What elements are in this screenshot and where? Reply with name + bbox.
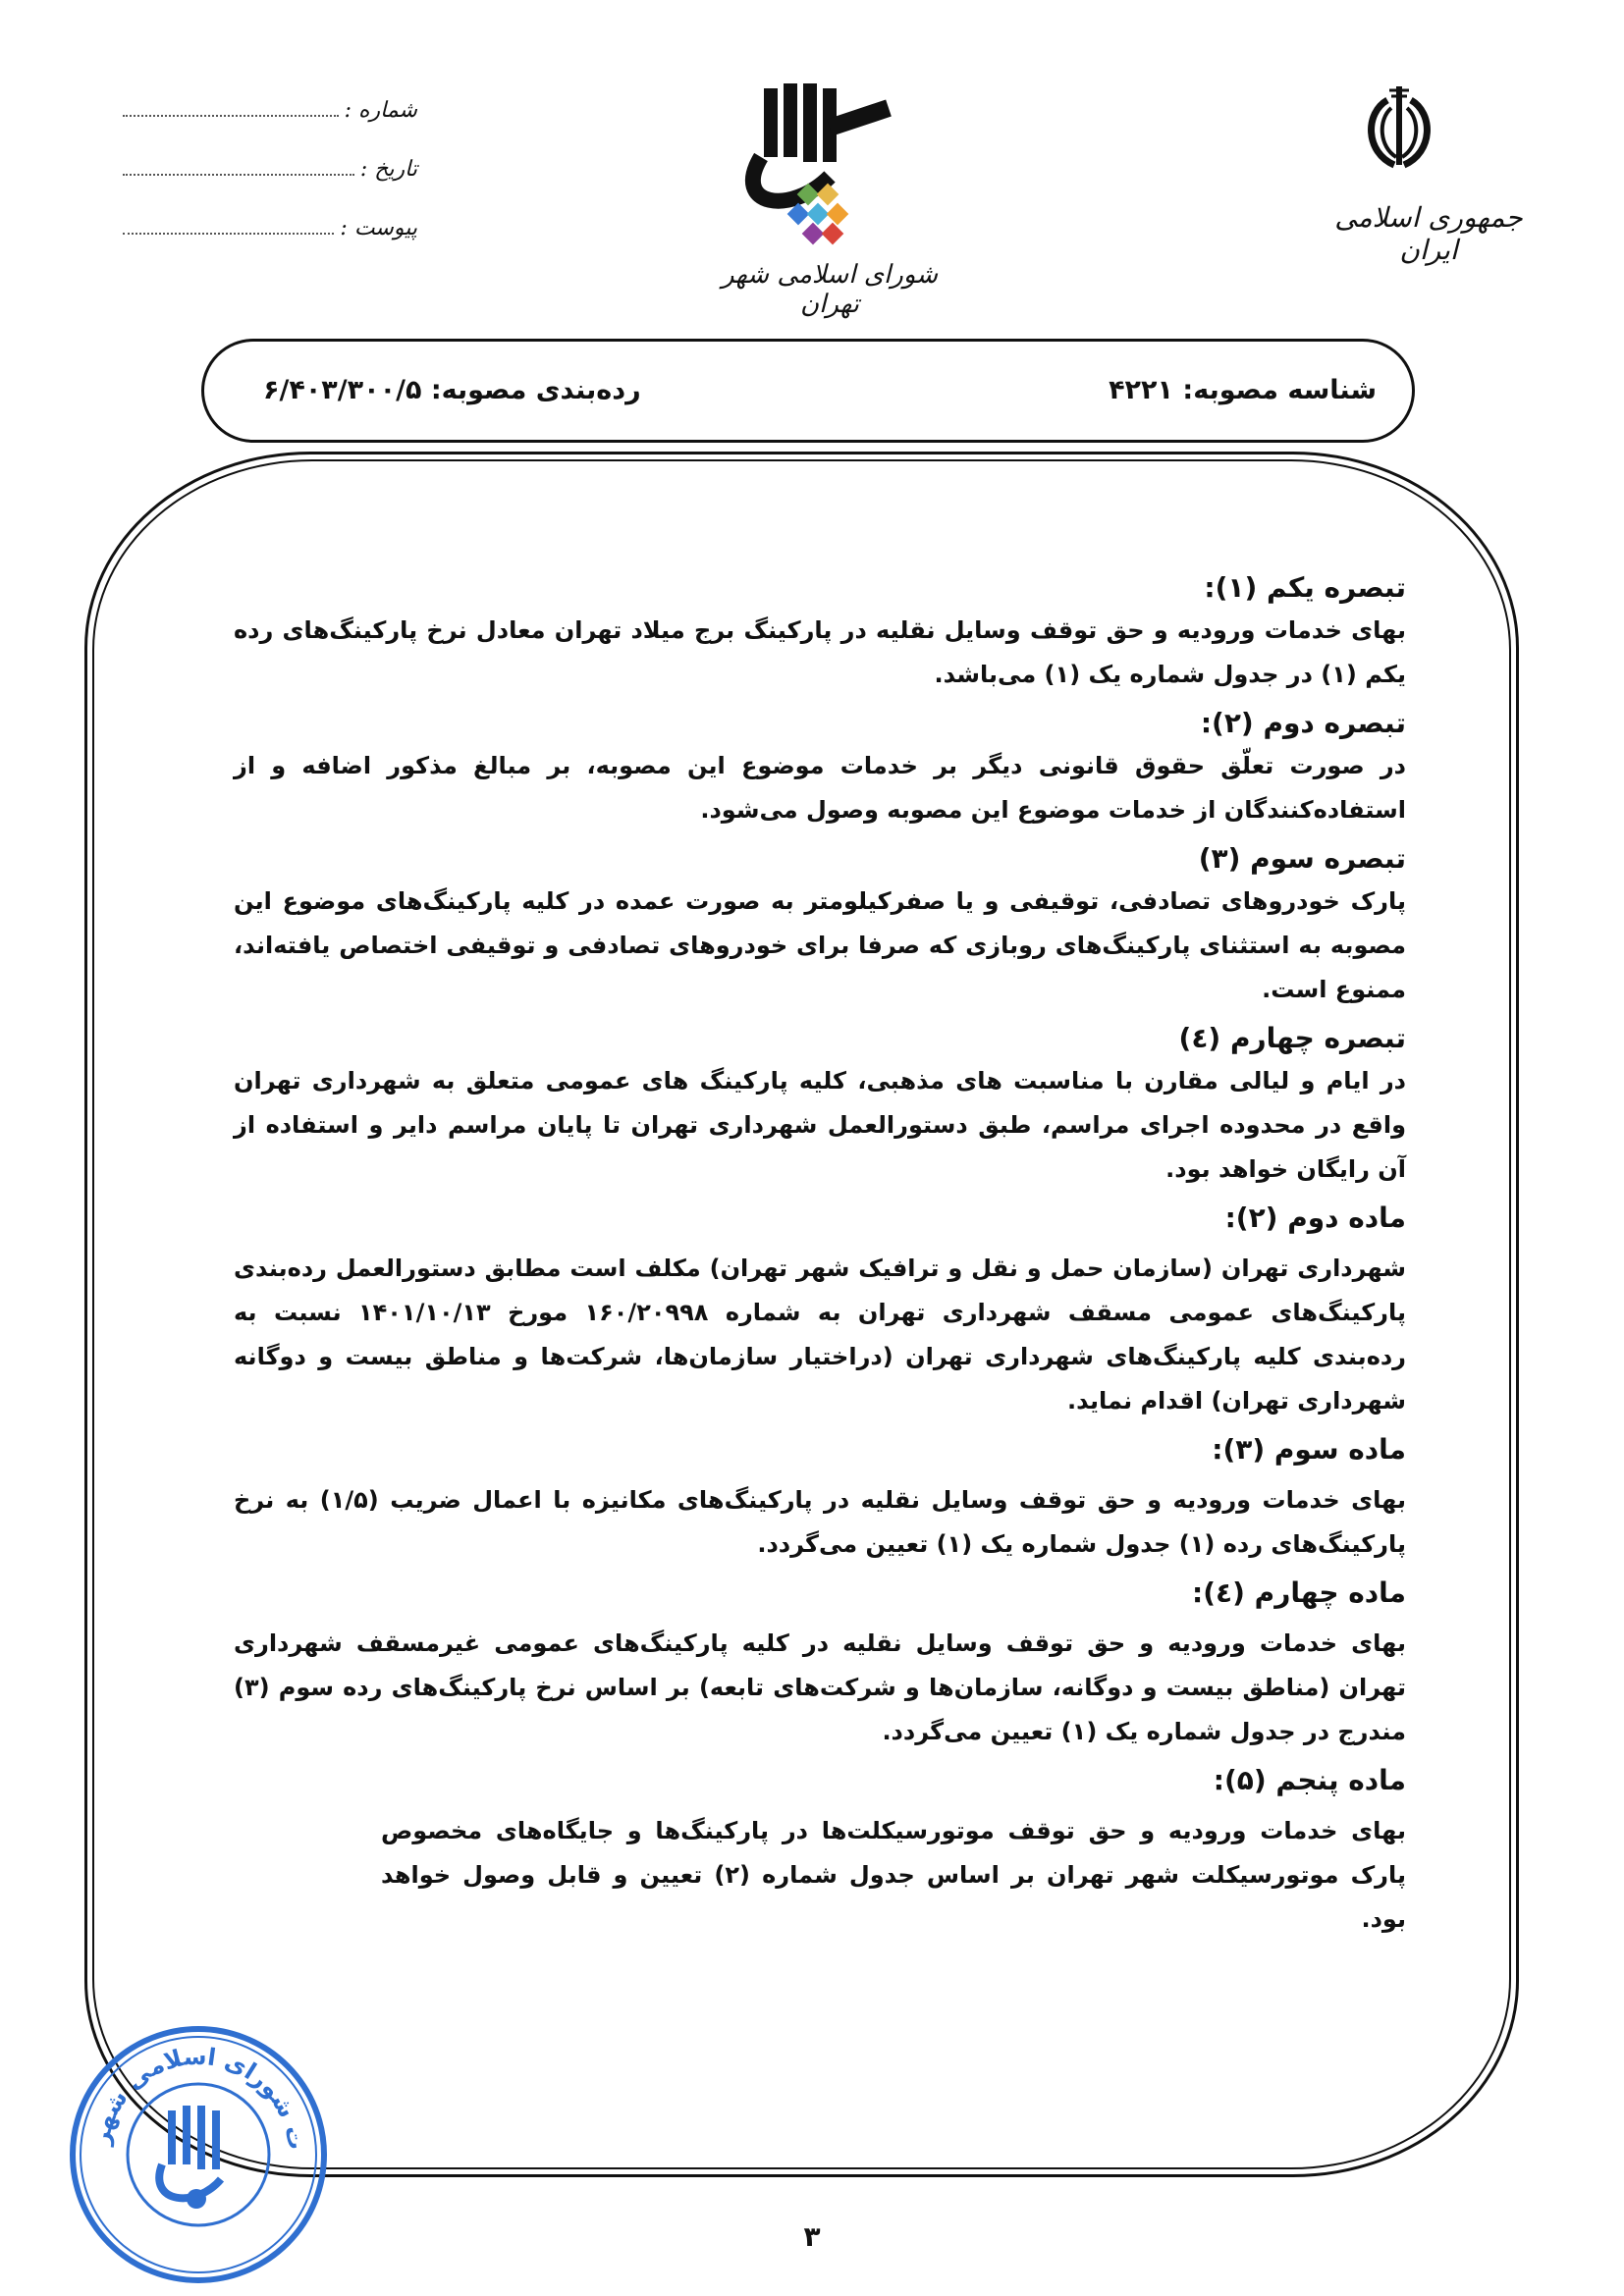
section-body: در ایام و لیالی مقارن با مناسبت های مذهبی، کلیه پارکینگ های عمومی متعلق به شهرداری تهران واقع در محدوده اجرای مراسم، طبق دستورالعمل شهرداری تهران تا پایان مراسم دایر و استفاده از آن رایگان خواهد بود.: [234, 1067, 1406, 1183]
council-stamp: [59, 2017, 339, 2292]
section-article-3: [234, 1429, 1406, 1567]
section-note-2: [234, 703, 1406, 832]
council-logo: [702, 69, 957, 319]
attachment-label: پیوست :: [340, 216, 417, 240]
section-body: پارک خودروهای تصادفی، توقیفی و یا صفرکیلومتر به صورت عمده در کلیه پارکینگ‌های موضوع این مصوبه به استثنای پارکینگ‌های روبازی که صرفا برای خودروهای تصادفی و توقیفی اختصاص یافته‌اند، ممنوع است.: [234, 887, 1406, 1003]
section-heading: تبصره یکم (۱):: [1204, 571, 1406, 604]
section-heading: ماده چهارم (٤):: [1192, 1576, 1406, 1609]
resolution-classification: رده‌بندی مصوبه: ۶/۴۰۳/۳۰۰/۵: [263, 375, 641, 405]
document-body: [234, 567, 1406, 1948]
number-field: [123, 93, 417, 123]
dotted-line: [123, 115, 339, 117]
date-label: تاریخ :: [359, 157, 417, 182]
stamp-text: ت شورای اسلامی شهر: [86, 2042, 311, 2153]
council-logo-text: شورای اسلامی شهر تهران: [721, 260, 939, 319]
dotted-line: [123, 233, 334, 235]
section-article-4: [234, 1573, 1406, 1754]
resolution-header-box: [201, 339, 1415, 443]
section-body: بهای خدمات ورودیه و حق توقف وسایل نقلیه در پارکینگ‌های مکانیزه با اعمال ضریب (۱/۵) به نرخ پارکینگ‌های رده (۱) جدول شماره یک (۱) تعیین می‌گردد.: [234, 1486, 1407, 1558]
section-body: بهای خدمات ورودیه و حق توقف وسایل نقلیه در کلیه پارکینگ‌های عمومی غیرمسقف شهرداری تهران (مناطق بیست و دوگانه، سازمان‌ها و شرکت‌های تابعه) بر اساس نرخ پارکینگ‌های رده سوم (۳) مندرج در جدول شماره یک (۱) تعیین می‌گردد.: [234, 1629, 1406, 1745]
dotted-line: [123, 174, 354, 176]
emblem-caption: جمهوری اسلامی ایران: [1334, 201, 1523, 266]
date-field: [123, 152, 417, 182]
section-body: شهرداری تهران (سازمان حمل و نقل و ترافیک شهر تهران) مکلف است مطابق دستورالعمل رده‌بندی پارکینگ‌های عمومی مسقف شهرداری تهران به شماره ۱۶۰/۲۰۹۹۸ مورخ ۱۴۰۱/۱۰/۱۳ نسبت به رده‌بندی کلیه پارکینگ‌های شهرداری تهران (دراختیار سازمان‌ها، شرکت‌ها و مناطق بیست و دوگانه شهرداری تهران) اقدام نماید.: [234, 1255, 1407, 1415]
section-body: در صورت تعلّق حقوق قانونی دیگر بر خدمات موضوع این مصوبه، بر مبالغ مذکور اضافه و از استفاده‌کنندگان از خدمات موضوع این مصوبه وصول می‌شود.: [234, 752, 1406, 824]
section-body: بهای خدمات ورودیه و حق توقف وسایل نقلیه در پارکینگ برج میلاد تهران معادل نرخ پارکینگ‌های رده یکم (۱) در جدول شماره یک (۱) می‌باشد.: [234, 616, 1406, 688]
section-heading: ماده دوم (۲):: [1224, 1201, 1406, 1234]
section-note-3: [234, 838, 1406, 1012]
section-heading: تبصره چهارم (٤): [1178, 1022, 1406, 1054]
section-heading: تبصره سوم (۳): [1198, 842, 1406, 875]
section-heading: تبصره دوم (۲):: [1200, 707, 1406, 739]
section-note-4: [234, 1018, 1406, 1192]
page-number: ۳: [803, 2220, 821, 2253]
resolution-id: شناسه مصوبه: ۴۲۲۱: [1109, 375, 1377, 405]
number-label: شماره :: [344, 98, 417, 123]
section-body: بهای خدمات ورودیه و حق توقف موتورسیکلت‌ها در پارکینگ‌ها و جایگاه‌های مخصوص پارک موتورسیکلت شهر تهران بر اساس جدول شماره (۲) تعیین و قابل وصول خواهد بود.: [381, 1817, 1406, 1933]
section-heading: ماده سوم (۳):: [1212, 1433, 1406, 1466]
section-heading: ماده پنجم (۵):: [1213, 1764, 1406, 1796]
section-article-5: [234, 1760, 1406, 1942]
attachment-field: [123, 211, 417, 240]
section-note-1: [234, 567, 1406, 697]
iran-emblem-icon: [1350, 79, 1448, 177]
council-logo-icon: [702, 69, 957, 255]
section-article-2: [234, 1198, 1406, 1423]
